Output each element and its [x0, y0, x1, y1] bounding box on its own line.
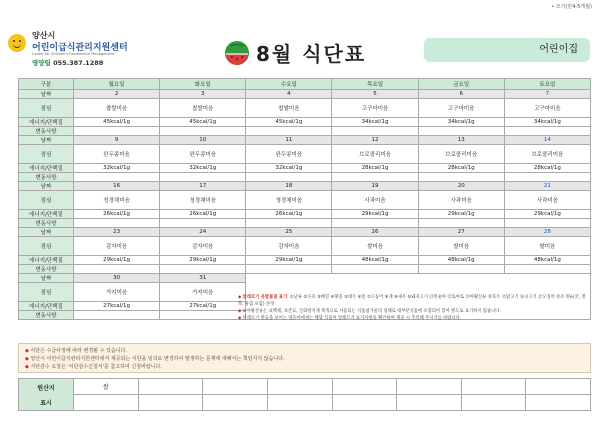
date-cell: 6 [418, 90, 504, 99]
origin-label: 원산지 표시 [19, 379, 74, 411]
energy-cell: 32kcal/1g [74, 164, 160, 173]
change-cell [418, 173, 504, 182]
meal-cell: 청경채미음 [246, 191, 332, 210]
change-cell [74, 265, 160, 274]
date-cell: 9 [74, 136, 160, 145]
center-city: 양산시 [32, 31, 56, 40]
allergy-line-3: ◆ 알레르기 반응을 보이는 영유아에게는 해당 식품이 알레르기 표기사항을 확인하여 제공 시 주의해 주시기를 바랍니다. [238, 316, 462, 321]
change-cell [160, 265, 246, 274]
date-label: 날짜 [19, 228, 74, 237]
energy-row [19, 118, 591, 127]
meal-label: 점심 [19, 99, 74, 118]
center-name: 어린이급식관리지원센터 [32, 43, 128, 53]
header-category: 구분 [19, 79, 74, 90]
date-cell: 19 [332, 182, 418, 191]
date-cell: 2 [74, 90, 160, 99]
change-cell [332, 219, 418, 228]
meal-row [19, 145, 591, 164]
change-cell [504, 265, 590, 274]
change-cell [74, 173, 160, 182]
energy-cell: 29kcal/1g [246, 256, 332, 265]
energy-cell: 26kcal/1g [74, 210, 160, 219]
date-cell: 20 [418, 182, 504, 191]
change-label: 변동사항 [19, 219, 74, 228]
top-note: • 조기(만4-5개월) [551, 4, 592, 10]
meal-row [19, 191, 591, 210]
meal-cell: 브로콜리미음 [504, 145, 590, 164]
change-cell [418, 127, 504, 136]
energy-cell: 28kcal/1g [418, 164, 504, 173]
origin-table [18, 378, 591, 411]
change-cell [74, 219, 160, 228]
date-row [19, 136, 591, 145]
energy-cell: 45kcal/1g [160, 118, 246, 127]
note-item: ◆ 양산시 어린이급식관리지원센터에서 제공되는 식단을 임의로 변경하여 발생하는 문제에 대해서는 책임지지 않습니다. [25, 356, 285, 362]
meal-label: 점심 [19, 237, 74, 256]
change-cell [332, 173, 418, 182]
meal-cell: 청경채미음 [74, 191, 160, 210]
change-row [19, 173, 591, 182]
date-cell: 24 [160, 228, 246, 237]
energy-cell: 48kcal/1g [504, 256, 590, 265]
meal-cell: 쌀미음 [504, 237, 590, 256]
note-item: ◆ 식단은 수급사정에 따라 변경될 수 있습니다. [25, 348, 127, 354]
date-cell: 13 [418, 136, 504, 145]
date-row [19, 228, 591, 237]
title-block [224, 38, 404, 68]
change-cell [504, 219, 590, 228]
meal-row [19, 237, 591, 256]
change-cell [246, 127, 332, 136]
meal-cell: 찹쌀미음 [74, 99, 160, 118]
date-cell: 25 [246, 228, 332, 237]
meal-cell: 브로콜리미음 [332, 145, 418, 164]
change-label: 변동사항 [19, 311, 74, 320]
date-cell: 10 [160, 136, 246, 145]
date-cell: 12 [332, 136, 418, 145]
meal-label: 점심 [19, 191, 74, 210]
allergy-notice [238, 294, 591, 322]
date-cell: 7 [504, 90, 590, 99]
change-label: 변동사항 [19, 265, 74, 274]
meal-cell: 사과미음 [418, 191, 504, 210]
change-cell [160, 127, 246, 136]
meal-cell: 완두콩미음 [160, 145, 246, 164]
energy-cell: 29kcal/1g [504, 210, 590, 219]
energy-cell: 29kcal/1g [74, 256, 160, 265]
energy-cell: 48kcal/1g [332, 256, 418, 265]
meal-cell: 고구마미음 [504, 99, 590, 118]
energy-row [19, 210, 591, 219]
date-cell: 16 [74, 182, 160, 191]
energy-label: 에너지/단백질 [19, 302, 74, 311]
change-cell [418, 265, 504, 274]
change-cell [160, 219, 246, 228]
energy-label: 에너지/단백질 [19, 164, 74, 173]
header-fri: 금요일 [418, 79, 504, 90]
date-row [19, 90, 591, 99]
date-cell: 31 [160, 274, 246, 283]
center-logo [8, 30, 208, 70]
energy-cell: 32kcal/1g [246, 164, 332, 173]
date-cell: 4 [246, 90, 332, 99]
allergy-line-2: ◆ ①아황산류는 표백제, 보존료, 산화방지제 목적으로 사용되는 식품첨가물의 형태로 대부분식품에 포함되어 있어 별도로 표기하지 않습니다. [238, 309, 501, 314]
meal-cell: 감자미음 [246, 237, 332, 256]
watermelon-icon [224, 40, 250, 66]
energy-cell: 29kcal/1g [160, 256, 246, 265]
change-row [19, 127, 591, 136]
menu-weeks [19, 90, 591, 320]
change-cell [504, 173, 590, 182]
energy-cell: 32kcal/1g [160, 164, 246, 173]
change-label: 변동사항 [19, 173, 74, 182]
date-label: 날짜 [19, 274, 74, 283]
change-row [19, 265, 591, 274]
meal-label: 점심 [19, 145, 74, 164]
meal-cell: 감자미음 [160, 237, 246, 256]
change-cell [74, 127, 160, 136]
change-cell [332, 265, 418, 274]
meal-cell: 쌀미음 [418, 237, 504, 256]
energy-cell: 48kcal/1g [418, 256, 504, 265]
change-cell [418, 219, 504, 228]
energy-cell: 27kcal/1g [160, 302, 246, 311]
header-thu: 목요일 [332, 79, 418, 90]
page-title: 8월 식단표 [256, 42, 367, 66]
meal-cell: 찹쌀미음 [246, 99, 332, 118]
energy-cell: 34kcal/1g [332, 118, 418, 127]
date-cell: 23 [74, 228, 160, 237]
date-label: 날짜 [19, 90, 74, 99]
change-cell [74, 311, 160, 320]
allergy-line-1: ◆ 알레르기 유발물질 표기: ①난류 ②우유 ③메밀 ④땅콩 ⑤대두 ⑥밀 ⑦고등어 ⑧게 ⑨새우 ⑩돼지고기 ⑪복숭아 ⑫토마토 ⑬아황산류 ⑭호두 ⑮닭고기 ⑯쇠고기 ⑰오징어 ⑱조개류(굴, 전복, 홍합 포함) ⑲잣 [238, 295, 586, 307]
meal-label: 점심 [19, 283, 74, 302]
date-cell: 26 [332, 228, 418, 237]
center-english-name: Center for Children's Foodservice Management [32, 52, 115, 56]
change-cell [246, 219, 332, 228]
change-cell [332, 127, 418, 136]
change-cell [160, 173, 246, 182]
meal-cell: 고구마미음 [332, 99, 418, 118]
date-cell: 30 [74, 274, 160, 283]
date-cell: 5 [332, 90, 418, 99]
energy-cell: 28kcal/1g [332, 164, 418, 173]
meal-cell: 사과미음 [504, 191, 590, 210]
meal-cell: 가지미음 [160, 283, 246, 302]
energy-cell: 29kcal/1g [418, 210, 504, 219]
smile-logo-icon [8, 34, 26, 52]
date-cell: 17 [160, 182, 246, 191]
energy-row [19, 256, 591, 265]
date-row [19, 274, 591, 283]
header-sat: 토요일 [504, 79, 590, 90]
header-tue: 화요일 [160, 79, 246, 90]
date-cell: 28 [504, 228, 590, 237]
energy-cell: 29kcal/1g [332, 210, 418, 219]
menu-header-row [19, 79, 591, 90]
energy-label: 에너지/단백질 [19, 210, 74, 219]
energy-cell: 28kcal/1g [504, 164, 590, 173]
meal-cell: 고구마미음 [418, 99, 504, 118]
date-cell: 11 [246, 136, 332, 145]
change-cell [504, 127, 590, 136]
energy-cell: 27kcal/1g [74, 302, 160, 311]
meal-cell: 가지미음 [74, 283, 160, 302]
header-mon: 월요일 [74, 79, 160, 90]
meal-cell: 완두콩미음 [74, 145, 160, 164]
energy-cell: 26kcal/1g [246, 210, 332, 219]
energy-label: 에너지/단백질 [19, 256, 74, 265]
energy-cell: 45kcal/1g [74, 118, 160, 127]
date-cell: 14 [504, 136, 590, 145]
date-cell: 27 [418, 228, 504, 237]
energy-label: 에너지/단백질 [19, 118, 74, 127]
energy-row [19, 164, 591, 173]
meal-cell: 찹쌀미음 [160, 99, 246, 118]
menu-table [18, 78, 591, 320]
change-cell [246, 173, 332, 182]
meal-cell: 브로콜리미음 [418, 145, 504, 164]
meal-cell: 청경채미음 [160, 191, 246, 210]
origin-rice: 쌀 [74, 379, 139, 395]
energy-cell: 34kcal/1g [418, 118, 504, 127]
change-row [19, 219, 591, 228]
date-row [19, 182, 591, 191]
meal-cell: 사과미음 [332, 191, 418, 210]
change-cell [160, 311, 246, 320]
meal-cell: 감자미음 [74, 237, 160, 256]
meal-cell: 쌀미음 [332, 237, 418, 256]
meal-cell: 완두콩미음 [246, 145, 332, 164]
header-wed: 수요일 [246, 79, 332, 90]
notes-box [18, 343, 591, 373]
audience-badge: 어린이집 [424, 38, 590, 62]
meal-row [19, 99, 591, 118]
energy-cell: 26kcal/1g [160, 210, 246, 219]
date-label: 날짜 [19, 136, 74, 145]
change-cell [246, 265, 332, 274]
date-cell: 18 [246, 182, 332, 191]
date-cell: 21 [504, 182, 590, 191]
center-phone: 영양팀 055.387.1288 [32, 59, 104, 67]
energy-cell: 34kcal/1g [504, 118, 590, 127]
change-label: 변동사항 [19, 127, 74, 136]
energy-cell: 45kcal/1g [246, 118, 332, 127]
note-item: ◆ 식단감수 요청은 '식단감수신청서'를 참고하여 신청바랍니다. [25, 364, 162, 370]
date-cell: 3 [160, 90, 246, 99]
date-label: 날짜 [19, 182, 74, 191]
